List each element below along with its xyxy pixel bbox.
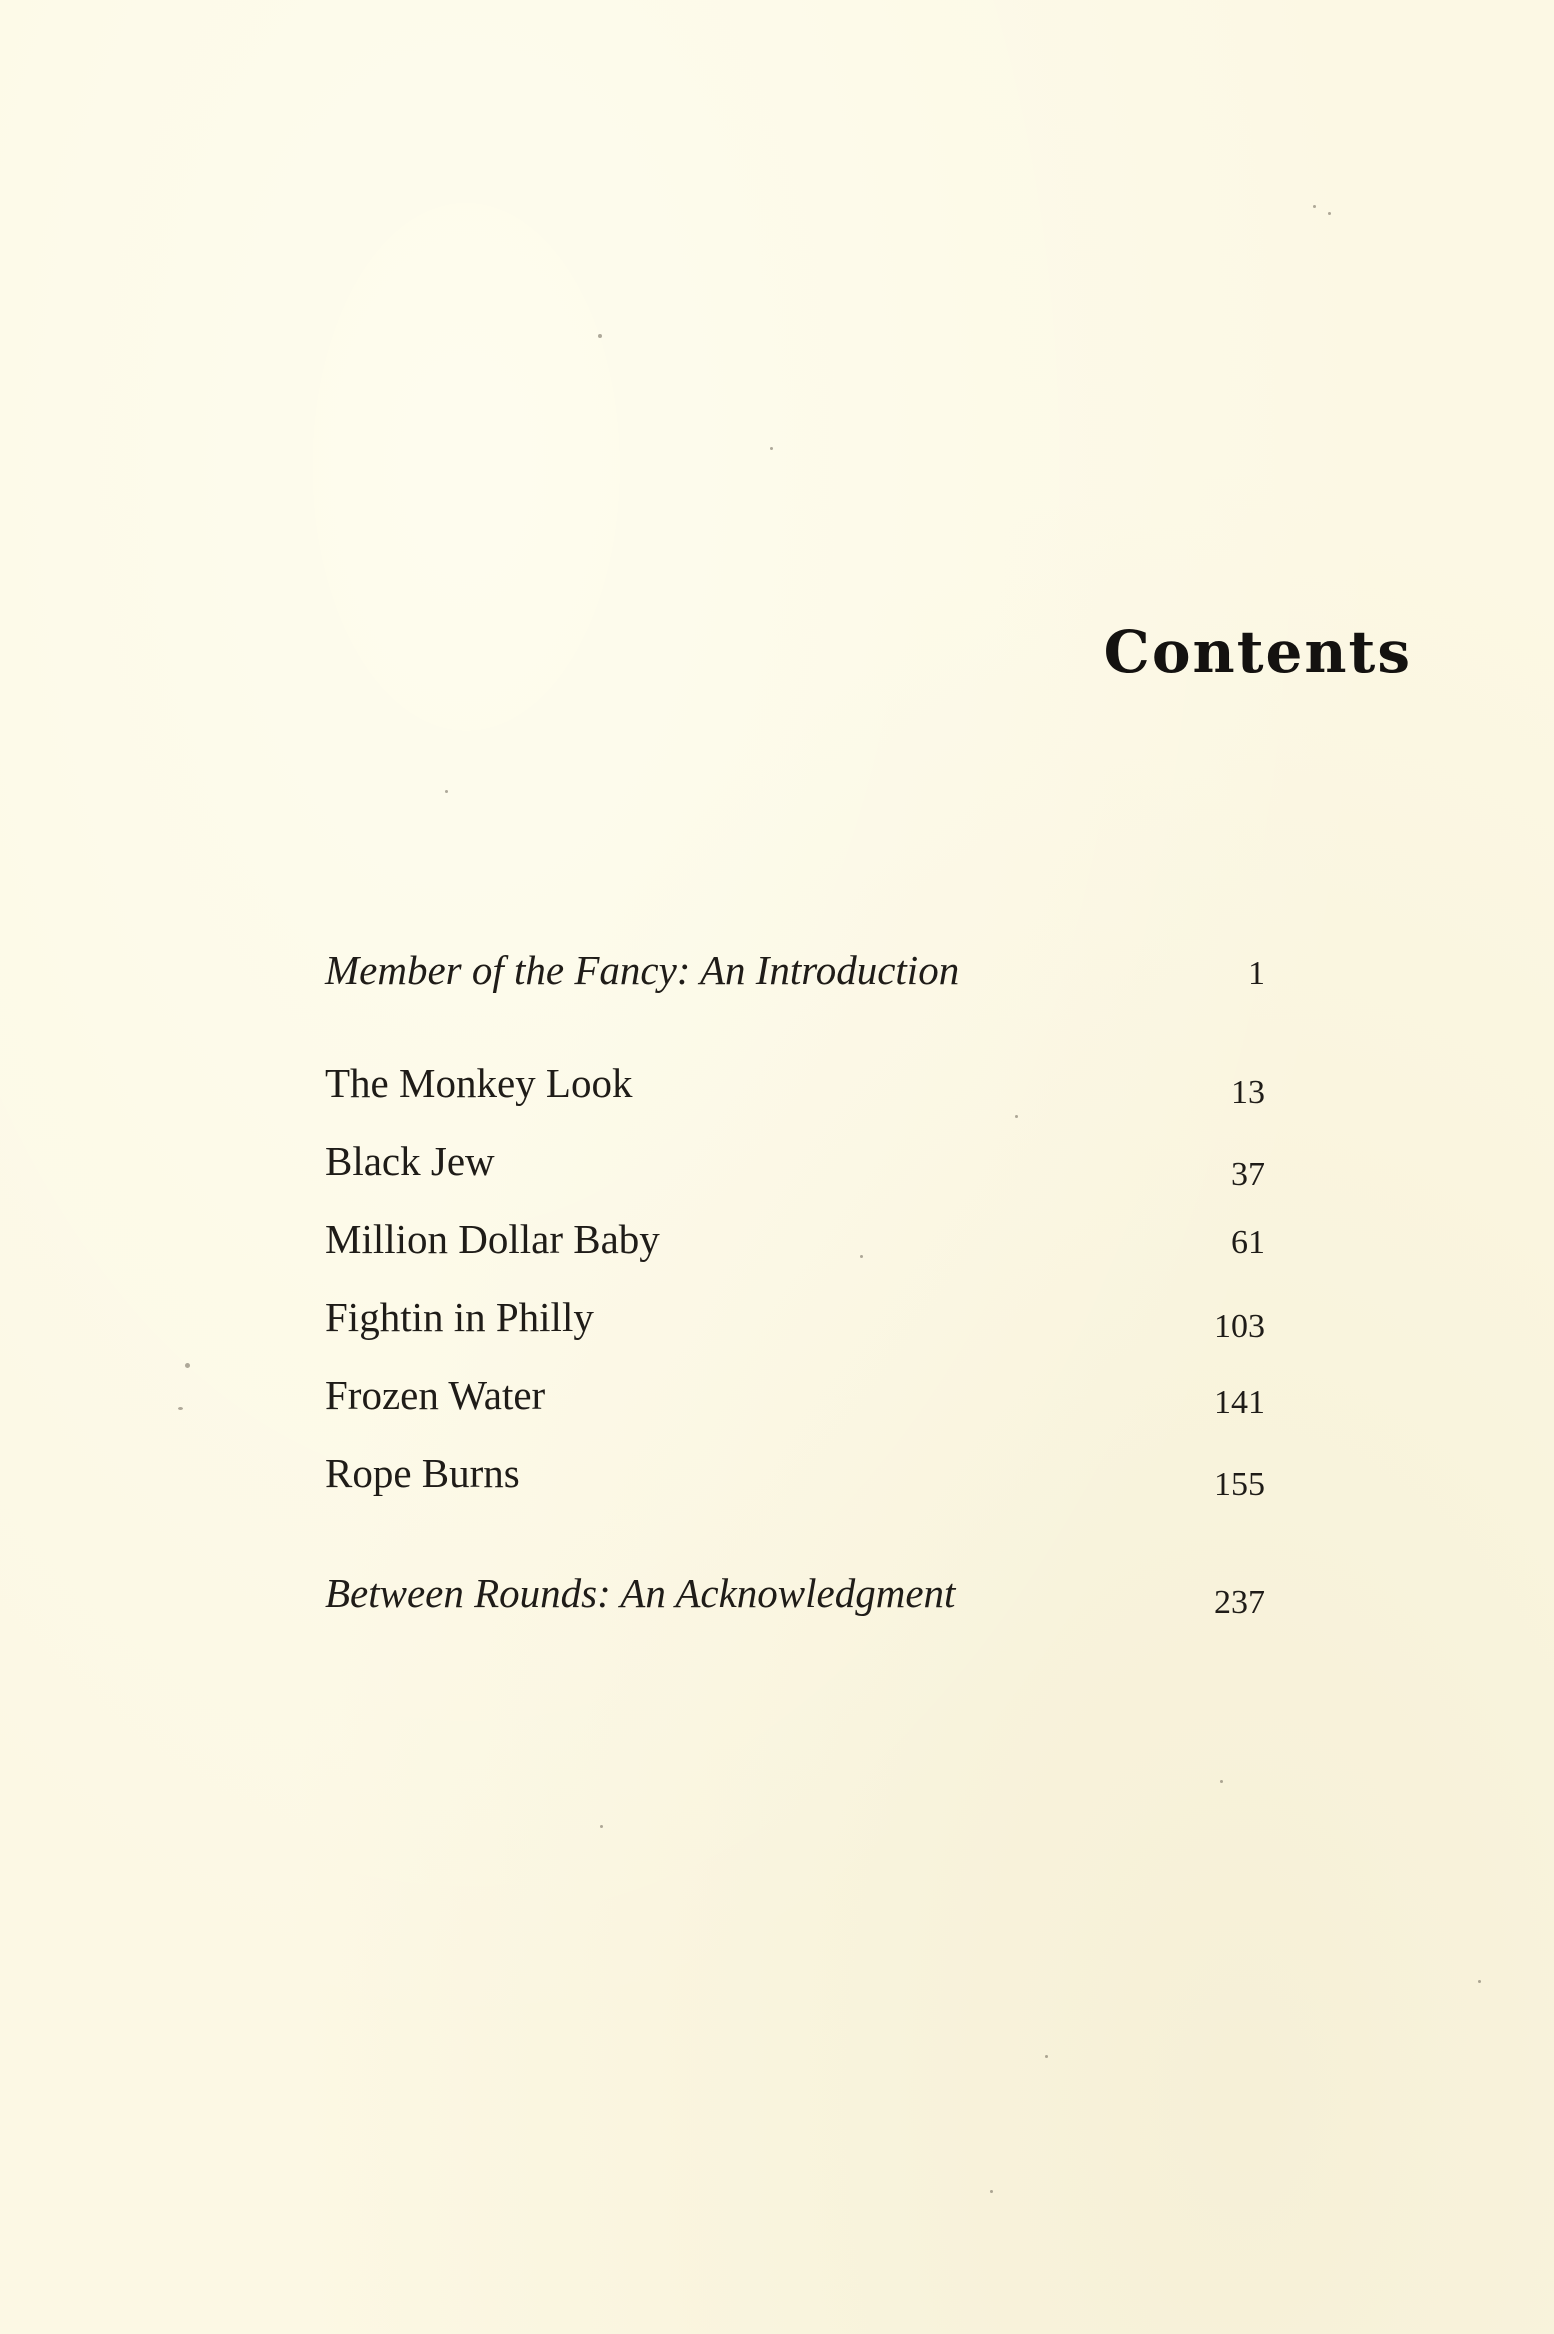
toc-entry-title: Million Dollar Baby: [325, 1216, 660, 1262]
paper-speck: [1220, 1780, 1223, 1783]
paper-speck: [1313, 205, 1316, 208]
toc-entry-title: Fightin in Philly: [325, 1294, 594, 1340]
toc-entry-title: The Monkey Look: [325, 1060, 633, 1106]
paper-speck: [598, 334, 602, 338]
toc-entry-title: Frozen Water: [325, 1372, 546, 1418]
toc-entry-title: Between Rounds: An Acknowledgment: [325, 1570, 956, 1616]
toc-entry-page-number: 37: [1231, 1156, 1265, 1193]
toc-entry-title: Black Jew: [325, 1138, 495, 1184]
toc-entry-page-number: 61: [1231, 1224, 1265, 1261]
toc-entry-page-number: 1: [1248, 955, 1265, 992]
contents-heading: Contents: [1103, 618, 1412, 686]
paper-speck: [445, 790, 448, 793]
toc-entry-chapter: [325, 1365, 1265, 1425]
toc-entry-chapter: [325, 1053, 1265, 1113]
toc-entry-page-number: 13: [1231, 1074, 1265, 1111]
toc-entry-page-number: 237: [1214, 1584, 1265, 1621]
paper-speck: [1045, 2055, 1048, 2058]
paper-speck: [1015, 1115, 1018, 1118]
paper-speck: [990, 2190, 993, 2193]
toc-entry-page-number: 141: [1214, 1384, 1265, 1421]
toc-entry-introduction: [325, 940, 1265, 1000]
toc-entry-acknowledgment: [325, 1563, 1265, 1623]
toc-entry-chapter: [325, 1443, 1265, 1503]
paper-speck: [1478, 1980, 1481, 1983]
toc-entry-page-number: 155: [1214, 1466, 1265, 1503]
paper-speck: [600, 1825, 603, 1828]
paper-speck: [185, 1363, 190, 1368]
toc-entry-title: Member of the Fancy: An Introduction: [325, 947, 960, 993]
toc-entry-title: Rope Burns: [325, 1450, 520, 1496]
paper-speck: [178, 1407, 183, 1410]
paper-speck: [770, 447, 773, 450]
toc-entry-page-number: 103: [1214, 1308, 1265, 1345]
toc-entry-chapter: [325, 1209, 1265, 1269]
toc-entry-chapter: [325, 1287, 1265, 1347]
toc-entry-chapter: [325, 1131, 1265, 1191]
paper-speck: [1328, 212, 1331, 215]
